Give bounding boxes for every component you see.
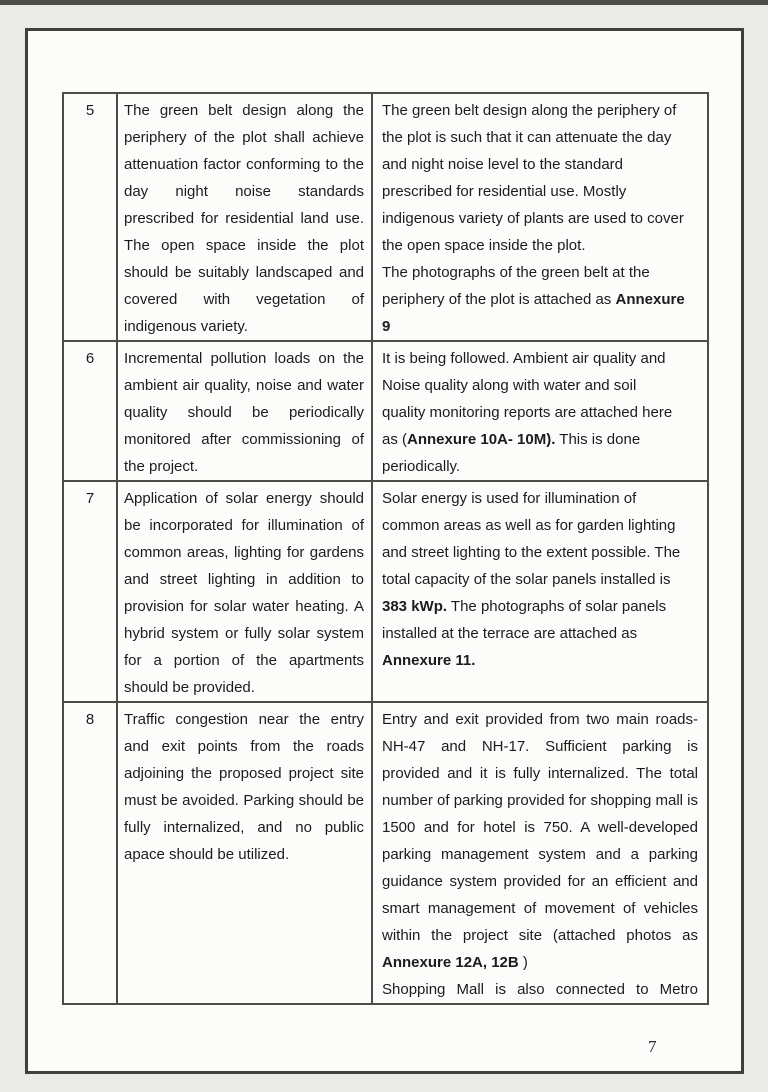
compliance-text: It is being followed. Ambient air quality and Noise quality along with water and soil quality monitoring reports are attached here as (Annexure 10A- 10M). This is done periodically.	[372, 341, 708, 481]
compliance-text: Solar energy is used for illumination of common areas as well as for garden lighting and street lighting to the extent possible. The total capacity of the solar panels installed is 383 kWp. The photographs of solar panels installed at the terrace are attached as Annexure 11.	[372, 481, 708, 702]
condition-number: 5	[63, 93, 117, 341]
condition-text: Traffic congestion near the entry and exit points from the roads adjoining the proposed project site must be avoided. Parking should be fully internalized, and no public apace should be utilized.	[117, 702, 372, 1004]
table-row	[63, 93, 708, 341]
condition-number: 8	[63, 702, 117, 1004]
document-page	[25, 28, 744, 1074]
table-row	[63, 481, 708, 702]
condition-text: Application of solar energy should be incorporated for illumination of common areas, lighting for gardens and street lighting in addition to provision for solar water heating. A hybrid system or fully solar system for a portion of the apartments should be provided.	[117, 481, 372, 702]
condition-number: 6	[63, 341, 117, 481]
condition-number: 7	[63, 481, 117, 702]
compliance-text: The green belt design along the periphery of the plot is such that it can attenuate the day and night noise level to the standard prescribed for residential use. Mostly indigenous variety of plants are used to cover the open space inside the plot. The photographs of the green belt at the periphery of the plot is attached as Annexure 9	[372, 93, 708, 341]
compliance-table	[62, 92, 709, 1005]
table-row	[63, 341, 708, 481]
page-number: 7	[648, 1037, 657, 1056]
table-row	[63, 702, 708, 1004]
condition-text: The green belt design along the periphery of the plot shall achieve attenuation factor conforming to the day night noise standards prescribed for residential land use. The open space inside the plot should be suitably landscaped and covered with vegetation of indigenous variety.	[117, 93, 372, 341]
condition-text: Incremental pollution loads on the ambient air quality, noise and water quality should be periodically monitored after commissioning of the project.	[117, 341, 372, 481]
scan-edge-strip	[0, 0, 768, 5]
compliance-text: Entry and exit provided from two main roads- NH-47 and NH-17. Sufficient parking is provided and it is fully internalized. The total number of parking provided for shopping mall is 1500 and for hotel is 750. A well-developed parking management system and a parking guidance system provided for an efficient and smart management of movement of vehicles within the project site (attached photos as Annexure 12A, 12B ) Shopping Mall is also connected to Metro	[372, 702, 708, 1004]
